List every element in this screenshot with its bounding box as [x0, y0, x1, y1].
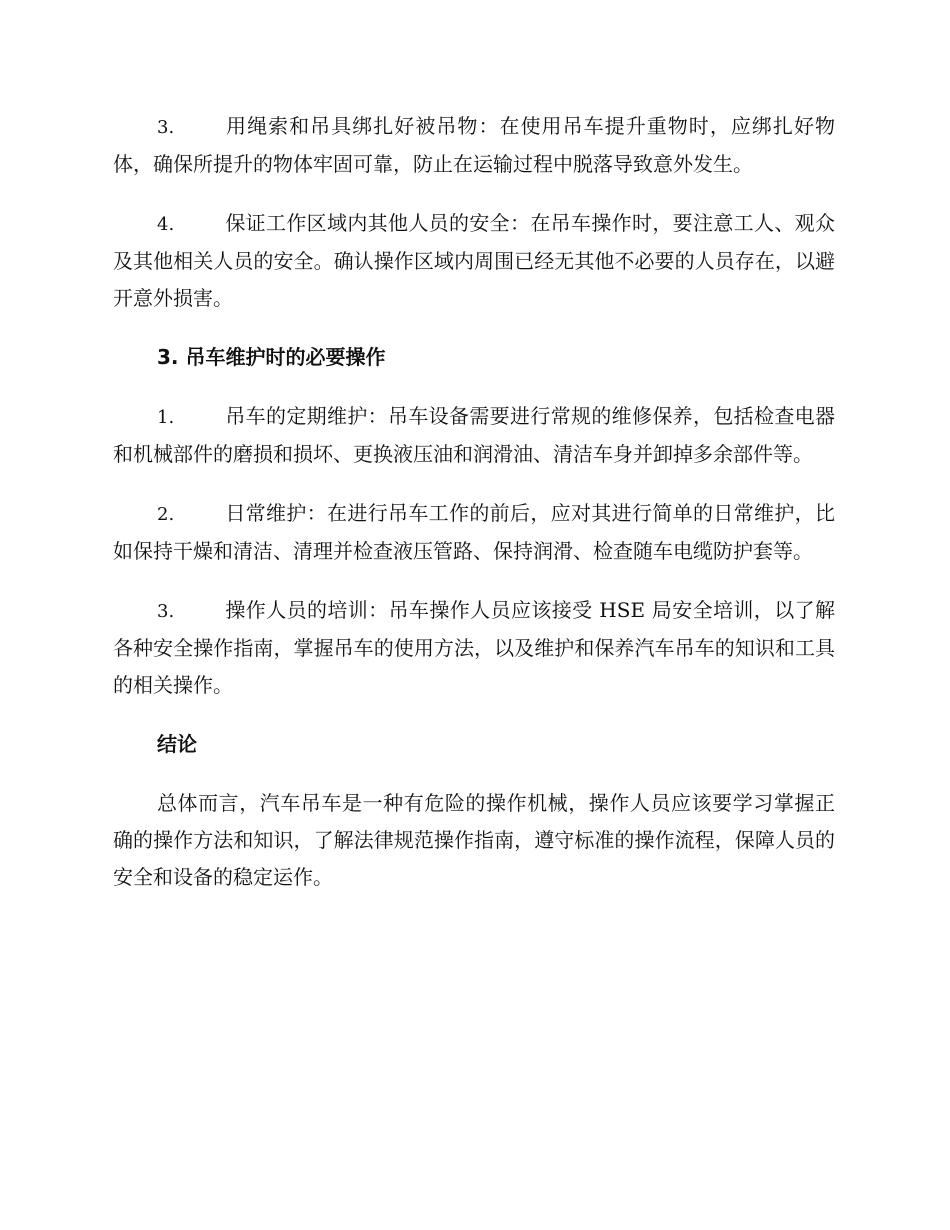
- list-item-text: 吊车的定期维护：吊车设备需要进行常规的维修保养，包括检查电器和机械部件的磨损和损坏、更换液压油和润滑油、清洁车身并卸掉多余部件等。: [113, 404, 835, 466]
- list-item-text: 操作人员的培训：吊车操作人员应该接受 HSE 局安全培训，以了解各种安全操作指南，掌握吊车的使用方法，以及维护和保养汽车吊车的知识和工具的相关操作。: [113, 598, 835, 697]
- list-item-number: 3.: [157, 601, 175, 622]
- list-item: [113, 205, 835, 317]
- list-item: [113, 398, 835, 473]
- list-item-number: 2.: [157, 504, 175, 525]
- list-item: [113, 495, 835, 570]
- list-item-number: 3.: [157, 117, 175, 138]
- list-item-text: 保证工作区域内其他人员的安全：在吊车操作时，要注意工人、观众及其他相关人员的安全。确认操作区域内周围已经无其他不必要的人员存在，以避开意外损害。: [113, 211, 835, 310]
- document-content: [113, 108, 835, 896]
- list-item: [113, 592, 835, 704]
- list-item-number: 1.: [157, 407, 175, 428]
- conclusion-heading: 结论: [157, 732, 197, 756]
- list-item-text: 用绳索和吊具绑扎好被吊物：在使用吊车提升重物时，应绑扎好物体，确保所提升的物体牢固可靠，防止在运输过程中脱落导致意外发生。: [113, 114, 835, 176]
- section-heading: 3. 吊车维护时的必要操作: [157, 345, 386, 369]
- list-item-text: 日常维护：在进行吊车工作的前后，应对其进行简单的日常维护，比如保持干燥和清洁、清理并检查液压管路、保持润滑、检查随车电缆防护套等。: [113, 501, 835, 563]
- conclusion-paragraph: 总体而言，汽车吊车是一种有危险的操作机械，操作人员应该要学习掌握正确的操作方法和知识，了解法律规范操作指南，遵守标准的操作流程，保障人员的安全和设备的稳定运作。: [113, 791, 835, 889]
- list-item-number: 4.: [157, 214, 175, 235]
- list-item: [113, 108, 835, 183]
